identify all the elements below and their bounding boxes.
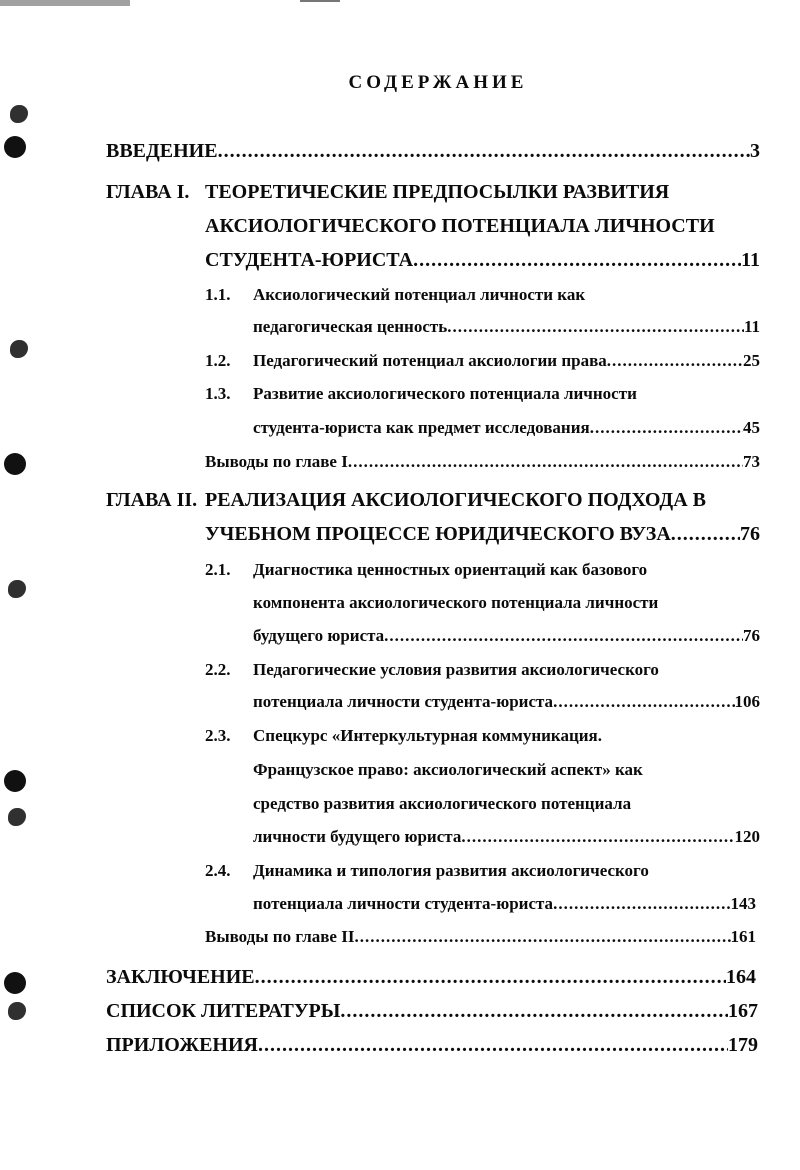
toc-entry-section-1-2[interactable]: [253, 351, 760, 371]
dot-leader: [413, 249, 741, 272]
section-title-line: Французское право: аксиологический аспект» как: [253, 760, 643, 779]
dot-leader: [553, 692, 734, 712]
dot-leader: [258, 1034, 728, 1057]
toc-entry-introduction[interactable]: [106, 140, 760, 163]
section-title-line: Динамика и типология развития аксиологического: [253, 861, 649, 880]
toc-page-number: 161: [730, 927, 756, 946]
dot-leader: [461, 827, 734, 847]
section-title-line: педагогическая ценность: [253, 317, 448, 336]
chapter-label: ГЛАВА I.: [106, 181, 190, 203]
dot-leader: [447, 317, 744, 337]
page-title: СОДЕРЖАНИЕ: [348, 72, 528, 93]
chapter-title-line: УЧЕБНОМ ПРОЦЕССЕ ЮРИДИЧЕСКОГО ВУЗА: [205, 523, 671, 545]
dot-leader: [218, 140, 750, 163]
section-title-line: средство развития аксиологического потенциала: [253, 794, 632, 813]
toc-entry-title: ЗАКЛЮЧЕНИЕ: [106, 966, 255, 988]
toc-entry-section-1-3[interactable]: [253, 418, 760, 438]
toc-entry-title: СПИСОК ЛИТЕРАТУРЫ: [106, 1000, 341, 1022]
toc-entry-conclusions-chapter-2[interactable]: [205, 927, 756, 947]
dot-leader: [348, 452, 743, 472]
dot-leader: [553, 894, 730, 914]
section-number: 2.4.: [205, 861, 231, 880]
toc-page-number: 73: [743, 452, 760, 471]
toc-page-number: 76: [743, 626, 760, 645]
chapter-label: ГЛАВА II.: [106, 489, 198, 511]
section-title-line: Диагностика ценностных ориентаций как базового: [253, 560, 648, 579]
chapter-title-line: РЕАЛИЗАЦИЯ АКСИОЛОГИЧЕСКОГО ПОДХОДА В: [205, 489, 706, 511]
dot-leader: [607, 351, 743, 371]
toc-page-number: 25: [743, 351, 760, 370]
toc-page-number: 143: [730, 894, 756, 913]
chapter-title-line: АКСИОЛОГИЧЕСКОГО ПОТЕНЦИАЛА ЛИЧНОСТИ: [205, 215, 715, 237]
toc-entry-section-2-1[interactable]: [253, 626, 760, 646]
section-title-line: компонента аксиологического потенциала личности: [253, 593, 659, 612]
toc-page-number: 11: [741, 249, 760, 271]
section-title-line: личности будущего юриста: [253, 827, 462, 846]
section-title-line: потенциала личности студента-юриста: [253, 894, 554, 913]
toc-entry-section-2-3[interactable]: [253, 827, 760, 847]
toc-entry-section-1-1[interactable]: [253, 317, 760, 337]
toc-entry-appendices[interactable]: [106, 1034, 758, 1057]
toc-page-number: 76: [740, 523, 760, 545]
toc-entry-conclusions-chapter-1[interactable]: [205, 452, 760, 472]
toc-page-number: 120: [734, 827, 760, 846]
dot-leader: [354, 927, 730, 947]
toc-entry-title: Выводы по главе I: [205, 452, 348, 471]
dot-leader: [671, 523, 740, 546]
dot-leader: [590, 418, 743, 438]
toc-entry-chapter-1[interactable]: [205, 249, 760, 272]
section-title-line: будущего юриста: [253, 626, 385, 645]
section-number: 2.3.: [205, 726, 231, 745]
section-number: 1.3.: [205, 384, 231, 403]
dot-leader: [340, 1000, 728, 1023]
toc-entry-title: ПРИЛОЖЕНИЯ: [106, 1034, 258, 1056]
toc-page-number: 3: [750, 140, 760, 162]
toc-page-number: 11: [743, 317, 760, 336]
toc-entry-section-2-2[interactable]: [253, 692, 760, 712]
toc-page-number: 179: [728, 1034, 758, 1056]
section-title-line: студента-юриста как предмет исследования: [253, 418, 590, 437]
toc-page-number: 106: [734, 692, 760, 711]
toc-entry-section-2-4[interactable]: [253, 894, 756, 914]
dot-leader: [384, 626, 743, 646]
section-title-line: Аксиологический потенциал личности как: [253, 285, 586, 304]
toc-entry-chapter-2[interactable]: [205, 523, 760, 546]
toc-entry-title: Выводы по главе II: [205, 927, 355, 946]
chapter-title-line: СТУДЕНТА-ЮРИСТА: [205, 249, 414, 271]
section-title-line: потенциала личности студента-юриста: [253, 692, 554, 711]
toc-page-number: 164: [726, 966, 756, 988]
section-number: 2.2.: [205, 660, 231, 679]
section-number: 2.1.: [205, 560, 231, 579]
toc-entry-conclusion[interactable]: [106, 966, 756, 989]
section-title-line: Спецкурс «Интеркультурная коммуникация.: [253, 726, 602, 745]
toc-page-number: 167: [728, 1000, 758, 1022]
section-title-line: Развитие аксиологического потенциала личности: [253, 384, 637, 403]
dot-leader: [255, 966, 726, 989]
chapter-title-line: ТЕОРЕТИЧЕСКИЕ ПРЕДПОСЫЛКИ РАЗВИТИЯ: [205, 181, 670, 203]
toc-page-number: 45: [743, 418, 760, 437]
section-title-line: Педагогический потенциал аксиологии права: [253, 351, 607, 370]
toc-entry-title: ВВЕДЕНИЕ: [106, 140, 218, 162]
section-number: 1.1.: [205, 285, 231, 304]
toc-entry-references[interactable]: [106, 1000, 758, 1023]
section-number: 1.2.: [205, 351, 231, 370]
section-title-line: Педагогические условия развития аксиологического: [253, 660, 659, 679]
